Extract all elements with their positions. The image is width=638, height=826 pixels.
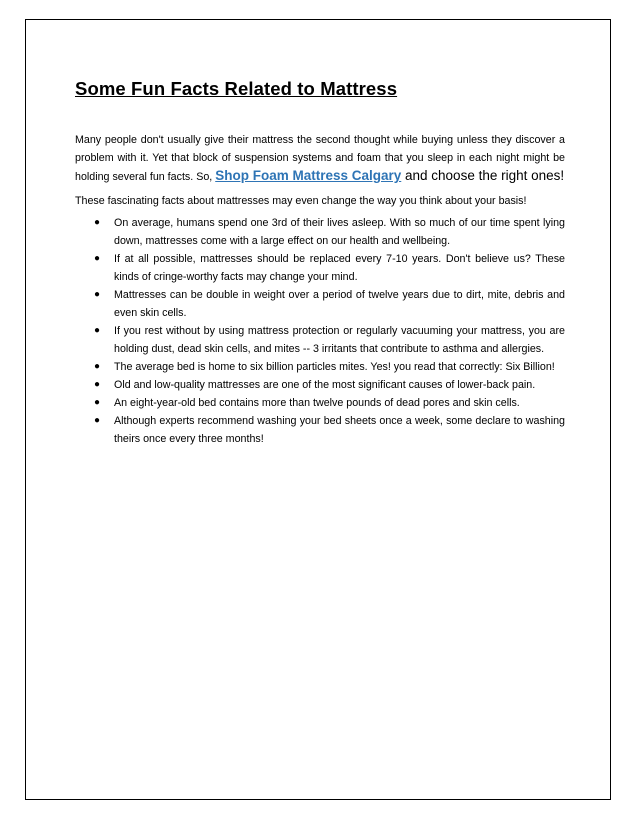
fact-text: If you rest without by using mattress protection or regularly vacuuming your mattress, you are holding dust, dead skin cells, and mites -- 3 irritants that contribute to asthma and allergies. xyxy=(114,325,565,355)
fact-text: On average, humans spend one 3rd of their lives asleep. With so much of our time spent lying down, mattresses come with a large effect on our health and wellbeing. xyxy=(114,217,565,247)
list-item xyxy=(75,250,565,286)
list-item xyxy=(75,214,565,250)
bullet-icon: ● xyxy=(94,379,101,390)
list-item xyxy=(75,412,565,448)
facts-list xyxy=(75,214,565,448)
bullet-icon: ● xyxy=(94,289,101,300)
list-item xyxy=(75,394,565,412)
bullet-icon: ● xyxy=(94,415,101,426)
fact-text: Mattresses can be double in weight over a period of twelve years due to dirt, mite, debris and even skin cells. xyxy=(114,289,565,319)
bullet-icon: ● xyxy=(94,253,101,264)
bullet-icon: ● xyxy=(94,361,101,372)
bullet-icon: ● xyxy=(94,397,101,408)
list-item xyxy=(75,286,565,322)
fact-text: If at all possible, mattresses should be replaced every 7-10 years. Don't believe us? These kinds of cringe-worthy facts may change your mind. xyxy=(114,253,565,283)
fact-text: Although experts recommend washing your bed sheets once a week, some declare to washing theirs once every three months! xyxy=(114,415,565,445)
bullet-icon: ● xyxy=(94,217,101,228)
fact-text: Old and low-quality mattresses are one of the most significant causes of lower-back pain. xyxy=(114,379,536,391)
list-item xyxy=(75,358,565,376)
document-body xyxy=(75,78,565,448)
intro-text: Many people don't usually give their mattress the second thought while buying unless they discover a problem with it. Yet that block of suspension systems and foam that you sleep in each night might be holding several fun facts. So, xyxy=(75,134,565,183)
list-item xyxy=(75,322,565,358)
page-title: Some Fun Facts Related to Mattress xyxy=(75,78,398,99)
lead-paragraph: These fascinating facts about mattresses may even change the way you think about your basis! xyxy=(75,195,527,207)
shop-foam-mattress-link[interactable]: Shop Foam Mattress Calgary xyxy=(215,168,402,183)
intro-text-end: and choose the right ones! xyxy=(401,168,565,183)
bullet-icon: ● xyxy=(94,325,101,336)
intro-paragraph xyxy=(75,131,565,186)
fact-text: The average bed is home to six billion particles mites. Yes! you read that correctly: Six Billion! xyxy=(114,361,555,373)
fact-text: An eight-year-old bed contains more than twelve pounds of dead pores and skin cells. xyxy=(114,397,520,409)
list-item xyxy=(75,376,565,394)
